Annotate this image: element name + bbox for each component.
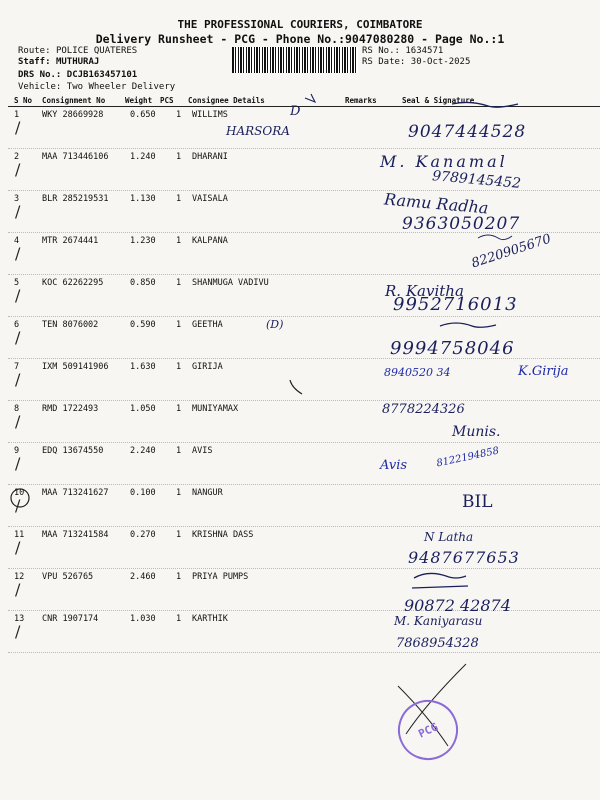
drs-value: DCJB163457101 (66, 70, 138, 80)
row-sno: 9 (14, 446, 20, 456)
tick-mark-icon: / (15, 580, 21, 599)
rs-date-value: 30-Oct-2025 (410, 57, 471, 67)
signature-scribble (440, 323, 496, 327)
row-consignee: PRIYA PUMPS (192, 572, 249, 582)
row-consignment: CNR 1907174 (42, 614, 99, 624)
row-sno: 8 (14, 404, 20, 414)
handwritten-mark: D (290, 104, 301, 119)
route-value: POLICE QUATERES (55, 46, 138, 56)
handwritten-phone: 8940520 34 (384, 366, 451, 379)
handwritten-signature: Munis. (452, 424, 501, 440)
tick-mark-icon: / (15, 622, 21, 641)
row-consignment: VPU 526765 (42, 572, 94, 582)
row-weight: 1.130 (130, 194, 156, 204)
row-consignee: AVIS (192, 446, 213, 456)
row-sno: 6 (14, 320, 20, 330)
col-pcs: PCS (160, 96, 174, 105)
pen-mark (305, 94, 315, 102)
handwritten-phone: 8220905670 (469, 231, 554, 272)
row-weight: 1.630 (130, 362, 156, 372)
col-weight: Weight (125, 96, 153, 105)
row-consignment: RMD 1722493 (42, 404, 99, 414)
row-weight: 0.850 (130, 278, 156, 288)
handwritten-phone: 9363050207 (402, 214, 521, 234)
row-consignment: WKY 28669928 (42, 110, 104, 120)
row-consignee: DHARANI (192, 152, 228, 162)
pcg-stamp: PCG (388, 690, 468, 770)
tick-mark-icon: / (15, 328, 21, 347)
row-sno: 7 (14, 362, 20, 372)
row-pcs: 1 (176, 320, 182, 330)
row-weight: 2.240 (130, 446, 156, 456)
vehicle-label: Vehicle: (18, 82, 62, 92)
row-consignee: VAISALA (192, 194, 228, 204)
runsheet-subtitle: Delivery Runsheet - PCG - Phone No.:9047080280 - Page No.:1 (95, 32, 505, 46)
handwritten-name: Ramu Radha (383, 189, 490, 218)
row-pcs: 1 (176, 110, 182, 120)
staff-label: Staff: (18, 57, 51, 67)
row-consignment: IXM 509141906 (42, 362, 109, 372)
row-consignee: GEETHA (192, 320, 223, 330)
row-pcs: 1 (176, 194, 182, 204)
row-consignment: MAA 713241627 (42, 488, 109, 498)
row-consignment: EDQ 13674550 (42, 446, 104, 456)
handwritten-phone: 90872 42874 (404, 596, 511, 615)
tick-mark-icon: / (15, 160, 21, 179)
row-pcs: 1 (176, 152, 182, 162)
row-consignment: TEN 8076002 (42, 320, 99, 330)
row-sno: 1 (14, 110, 20, 120)
row-sno: 2 (14, 152, 20, 162)
row-consignee: NANGUR (192, 488, 223, 498)
handwritten-note: HARSORA (226, 124, 290, 138)
row-weight: 0.100 (130, 488, 156, 498)
tick-mark-icon: / (15, 118, 21, 137)
tick-mark-icon: / (15, 202, 21, 221)
row-pcs: 1 (176, 446, 182, 456)
row-pcs: 1 (176, 614, 182, 624)
row-pcs: 1 (176, 488, 182, 498)
handwritten-signature: BIL (462, 492, 493, 512)
row-pcs: 1 (176, 404, 182, 414)
row-sno: 10 (14, 488, 25, 498)
row-sno: 11 (14, 530, 25, 540)
handwritten-phone: 8778224326 (382, 402, 465, 417)
handwritten-phone: 8122194858 (435, 445, 501, 470)
row-weight: 2.460 (130, 572, 156, 582)
row-sno: 12 (14, 572, 25, 582)
col-remarks: Remarks (345, 96, 377, 105)
row-consignment: MTR 2674441 (42, 236, 99, 246)
row-consignee: WILLIMS (192, 110, 228, 120)
row-weight: 0.270 (130, 530, 156, 540)
handwritten-phone: 9047444528 (408, 122, 527, 142)
row-consignment: BLR 285219531 (42, 194, 109, 204)
tick-mark-icon: / (15, 412, 21, 431)
row-sno: 4 (14, 236, 20, 246)
drs-label: DRS No.: (18, 70, 62, 80)
tick-mark-icon: / (15, 454, 21, 473)
row-weight: 1.230 (130, 236, 156, 246)
row-consignee: MUNIYAMAX (192, 404, 239, 414)
row-consignment: KOC 62262295 (42, 278, 104, 288)
row-weight: 1.030 (130, 614, 156, 624)
row-weight: 0.650 (130, 110, 156, 120)
row-consignee: SHANMUGA VADIVU (192, 278, 269, 288)
company-title: THE PROFESSIONAL COURIERS, COIMBATORE (177, 18, 423, 31)
row-consignee: KARTHIK (192, 614, 228, 624)
row-weight: 0.590 (130, 320, 156, 330)
tick-mark-icon: / (15, 286, 21, 305)
row-consignee: KRISHNA DASS (192, 530, 254, 540)
row-sno: 5 (14, 278, 20, 288)
row-weight: 1.050 (130, 404, 156, 414)
rs-no-label: RS No.: (362, 46, 400, 56)
tick-mark-icon: / (15, 538, 21, 557)
rs-no-value: 1634571 (405, 46, 444, 56)
row-consignment: MAA 713446106 (42, 152, 109, 162)
row-pcs: 1 (176, 572, 182, 582)
route-label: Route: (18, 46, 51, 56)
circled-number (11, 489, 29, 507)
row-sno: 3 (14, 194, 20, 204)
handwritten-name: N Latha (424, 530, 474, 544)
handwritten-name: R. Kavitha (385, 282, 464, 300)
row-pcs: 1 (176, 530, 182, 540)
col-consignment: Consignment No (42, 96, 106, 105)
signature-scribble (478, 235, 512, 240)
tick-mark-icon: / (15, 370, 21, 389)
rs-date-label: RS Date: (362, 57, 406, 67)
staff-value: MUTHURAJ (55, 57, 100, 67)
vehicle-value: Two Wheeler Delivery (66, 82, 176, 92)
handwritten-name: M. Kanamal (380, 152, 508, 171)
row-pcs: 1 (176, 236, 182, 246)
row-pcs: 1 (176, 362, 182, 372)
handwritten-name: K.Girija (518, 364, 569, 379)
handwritten-phone: 9487677653 (408, 548, 520, 567)
row-consignment: MAA 713241584 (42, 530, 109, 540)
tick-mark-icon: / (15, 496, 21, 515)
col-sno: S No (14, 96, 33, 105)
handwritten-phone: 9952716013 (393, 294, 518, 315)
row-pcs: 1 (176, 278, 182, 288)
tick-mark-icon: / (15, 244, 21, 263)
handwritten-signature: Avis (380, 458, 408, 473)
handwritten-phone: 9994758046 (390, 338, 515, 359)
row-weight: 1.240 (130, 152, 156, 162)
col-consignee: Consignee Details (188, 96, 265, 105)
signature-scribble (452, 102, 518, 107)
handwritten-phone: 7868954328 (396, 636, 479, 651)
signature-scribble (412, 573, 468, 588)
handwritten-phone: 9789145452 (431, 168, 522, 192)
row-sno: 13 (14, 614, 25, 624)
handwritten-mark: (D) (266, 318, 284, 331)
col-seal-signature: Seal & Signature (402, 96, 475, 105)
row-consignee: GIRIJA (192, 362, 223, 372)
pen-mark (290, 380, 302, 394)
handwritten-name: M. Kaniyarasu (394, 614, 483, 628)
row-consignee: KALPANA (192, 236, 228, 246)
